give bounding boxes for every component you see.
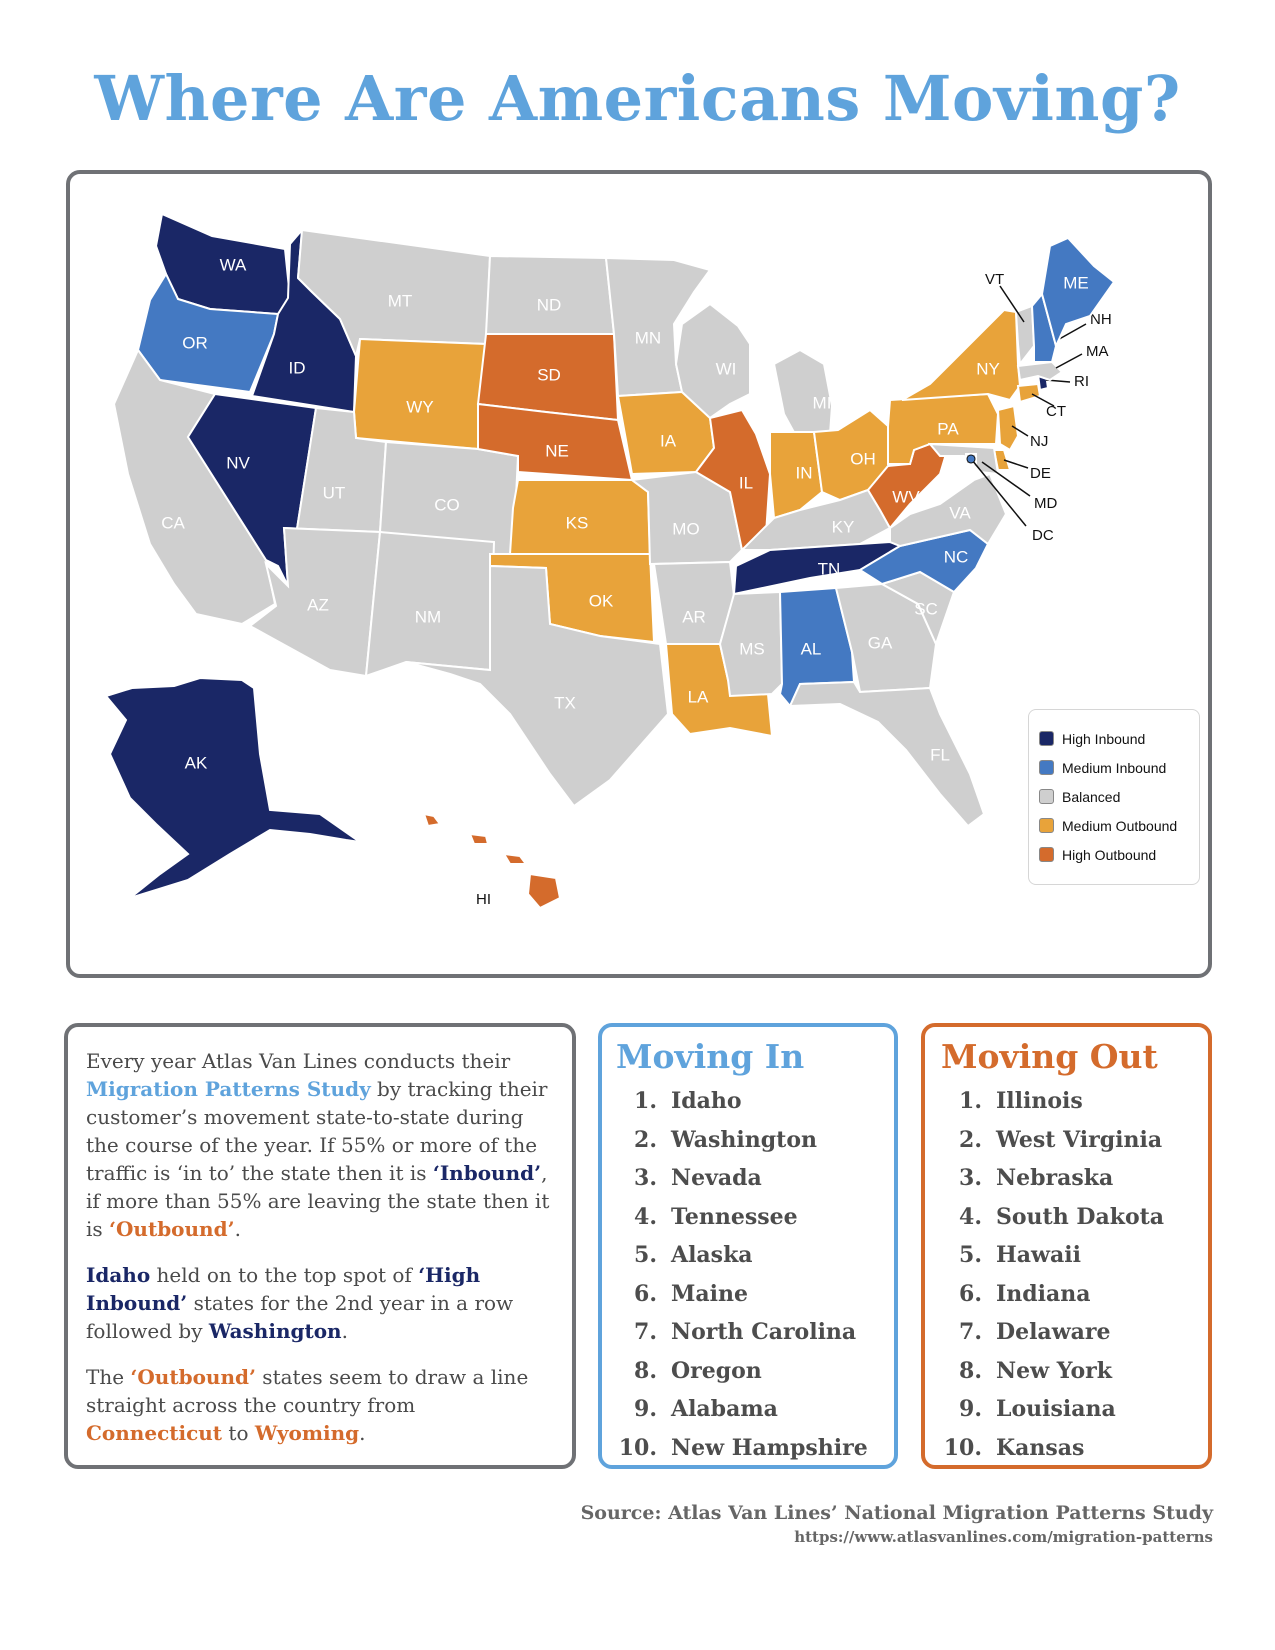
rank-number: 9. [634, 1396, 657, 1423]
state-name: Tennessee [671, 1203, 798, 1230]
state-label-ri: RI [1074, 372, 1089, 390]
state-label-ne: NE [545, 441, 569, 461]
list-item [941, 1313, 1198, 1352]
intro-paragraph-1: Every year Atlas Van Lines conducts their Migration Patterns Study by tracking their customer’s movement state-to-state during the course of the year. If 55% or more of the traffic is ‘in to’ the state then it is ‘Inbound’, if more than 55% are leaving the state then it is ‘Outbound’. [86, 1049, 550, 1241]
state-label-nv: NV [226, 453, 250, 473]
state-label-hi: HI [476, 890, 491, 908]
legend-swatch [1039, 818, 1054, 833]
legend-swatch [1039, 760, 1054, 775]
list-item [941, 1390, 1198, 1429]
page-title: Where Are Americans Moving? [94, 62, 1181, 135]
rank-number: 1. [634, 1088, 657, 1115]
state-label-va: VA [949, 503, 971, 523]
list-item [616, 1082, 884, 1121]
legend-label: High Inbound [1062, 730, 1146, 747]
state-label-me: ME [1063, 273, 1089, 293]
legend-swatch [1039, 789, 1054, 804]
state-label-ks: KS [565, 513, 589, 533]
inbound-term: ‘Inbound’ [432, 1161, 542, 1185]
state-ak [106, 678, 360, 898]
rank-number: 10. [618, 1434, 657, 1461]
state-label-tn: TN [817, 559, 841, 579]
state-label-id: ID [288, 358, 306, 378]
state-label-sc: SC [914, 599, 938, 619]
state-name: Louisiana [996, 1396, 1116, 1423]
state-label-in: IN [795, 463, 813, 483]
state-wy [354, 339, 486, 449]
rank-number: 7. [959, 1319, 982, 1346]
state-name: Alabama [671, 1396, 778, 1423]
state-name: South Dakota [996, 1203, 1165, 1230]
moving-in-title: Moving In [616, 1037, 805, 1076]
state-label-ia: IA [659, 431, 677, 451]
legend-item-medium-inbound [1039, 753, 1199, 782]
dc-marker [967, 455, 975, 463]
state-ny [902, 310, 1020, 400]
state-label-ny: NY [976, 359, 1000, 379]
rank-number: 8. [959, 1357, 982, 1384]
state-name: Indiana [996, 1280, 1091, 1307]
rank-number: 4. [634, 1203, 657, 1230]
state-ct [1018, 384, 1040, 402]
list-item [941, 1198, 1198, 1237]
rank-number: 4. [959, 1203, 982, 1230]
state-label-tx: TX [554, 693, 576, 713]
state-label-mi: MI [812, 393, 832, 413]
state-label-ky: KY [831, 517, 855, 537]
legend-label: High Outbound [1062, 846, 1157, 863]
legend-label: Medium Inbound [1062, 759, 1167, 776]
state-name: Maine [671, 1280, 748, 1307]
moving-out-title: Moving Out [941, 1037, 1158, 1076]
state-label-vt: VT [985, 270, 1005, 288]
state-label-nc: NC [943, 547, 969, 567]
legend-item-high-outbound [1039, 840, 1199, 869]
state-label-or: OR [182, 333, 208, 353]
state-label-sd: SD [537, 365, 561, 385]
state-label-al: AL [800, 639, 822, 659]
rank-number: 7. [634, 1319, 657, 1346]
state-label-de: DE [1030, 464, 1051, 482]
state-label-ct: CT [1046, 402, 1066, 420]
state-hi [424, 814, 440, 826]
state-name: West Virginia [996, 1126, 1163, 1153]
state-nm [366, 532, 494, 676]
moving-in-list [616, 1082, 884, 1467]
intro-paragraph-2: Idaho held on to the top spot of ‘High Inbound’ states for the 2nd year in a row followed by Washington. [86, 1263, 514, 1343]
state-label-nd: ND [536, 295, 562, 315]
state-label-fl: FL [930, 745, 950, 765]
state-label-mt: MT [387, 291, 413, 311]
legend-swatch [1039, 847, 1054, 862]
rank-number: 5. [959, 1242, 982, 1269]
study-name: Migration Patterns Study [86, 1077, 371, 1101]
state-label-ut: UT [322, 483, 346, 503]
state-label-ma: MA [1086, 342, 1109, 360]
state-name: Oregon [671, 1357, 762, 1384]
state-label-ok: OK [588, 591, 614, 611]
rank-number: 2. [634, 1126, 657, 1153]
legend-item-balanced [1039, 782, 1199, 811]
leader-line [1056, 354, 1082, 368]
source-citation [581, 1500, 1213, 1548]
rank-number: 6. [634, 1280, 657, 1307]
state-name: Delaware [996, 1319, 1111, 1346]
list-item [616, 1275, 884, 1314]
list-item [941, 1121, 1198, 1160]
state-name: Hawaii [996, 1242, 1081, 1269]
state-hi [470, 834, 488, 844]
list-item [941, 1082, 1198, 1121]
rank-number: 9. [959, 1396, 982, 1423]
rank-number: 3. [634, 1165, 657, 1192]
state-label-nj: NJ [1030, 432, 1049, 450]
rank-number: 10. [943, 1434, 982, 1461]
legend-item-medium-outbound [1039, 811, 1199, 840]
list-item [941, 1352, 1198, 1391]
state-label-md: MD [1034, 494, 1058, 512]
state-name: North Carolina [671, 1319, 857, 1346]
list-item [616, 1236, 884, 1275]
list-item [941, 1159, 1198, 1198]
rank-number: 8. [634, 1357, 657, 1384]
state-label-co: CO [434, 495, 460, 515]
list-item [616, 1121, 884, 1160]
state-label-oh: OH [850, 449, 876, 469]
legend-label: Medium Outbound [1062, 817, 1178, 834]
list-item [616, 1313, 884, 1352]
rank-number: 3. [959, 1165, 982, 1192]
intro-box [64, 1023, 576, 1469]
outbound-term: ‘Outbound’ [109, 1217, 235, 1241]
list-item [941, 1236, 1198, 1275]
state-name: Kansas [996, 1434, 1085, 1461]
state-label-wv: WV [892, 487, 920, 507]
state-name: New Hampshire [671, 1434, 868, 1461]
state-hi [528, 874, 560, 908]
state-ar [654, 562, 734, 644]
state-ma [1018, 362, 1062, 380]
rank-number: 5. [634, 1242, 657, 1269]
migration-map [66, 170, 1212, 978]
legend-swatch [1039, 731, 1054, 746]
state-label-il: IL [738, 473, 754, 493]
state-label-ga: GA [867, 633, 893, 653]
state-label-ak: AK [184, 753, 208, 773]
rank-number: 1. [959, 1088, 982, 1115]
map-legend [1028, 709, 1200, 885]
state-label-dc: DC [1032, 526, 1054, 544]
state-name: Nevada [671, 1165, 762, 1192]
state-label-la: LA [687, 687, 709, 707]
state-fl [790, 682, 984, 826]
state-label-mo: MO [672, 519, 700, 539]
state-label-wa: WA [219, 255, 247, 275]
state-hi [504, 854, 526, 864]
state-label-ca: CA [161, 513, 185, 533]
state-name: Nebraska [996, 1165, 1114, 1192]
rank-number: 2. [959, 1126, 982, 1153]
state-name: Washington [671, 1126, 817, 1153]
moving-in-box [598, 1023, 898, 1469]
rank-number: 6. [959, 1280, 982, 1307]
legend-label: Balanced [1062, 788, 1121, 805]
source-url: https://www.atlasvanlines.com/migration-patterns [794, 1528, 1213, 1546]
list-item [941, 1429, 1198, 1468]
state-label-pa: PA [937, 419, 959, 439]
state-name: New York [996, 1357, 1113, 1384]
state-name: Idaho [671, 1088, 742, 1115]
legend-item-high-inbound [1039, 724, 1199, 753]
list-item [616, 1390, 884, 1429]
state-label-az: AZ [307, 595, 329, 615]
state-label-nh: NH [1090, 310, 1112, 328]
intro-paragraph-3: The ‘Outbound’ states seem to draw a line straight across the country from Connecticut to Wyoming. [86, 1365, 529, 1445]
state-label-mn: MN [634, 328, 662, 348]
list-item [941, 1275, 1198, 1314]
list-item [616, 1198, 884, 1237]
source-line: Source: Atlas Van Lines’ National Migration Patterns Study [580, 1502, 1213, 1524]
state-label-nm: NM [414, 607, 442, 627]
moving-out-list [941, 1082, 1198, 1467]
state-label-wy: WY [406, 397, 434, 417]
state-label-ar: AR [682, 607, 706, 627]
list-item [616, 1429, 884, 1468]
state-label-wi: WI [715, 359, 737, 379]
list-item [616, 1159, 884, 1198]
state-name: Alaska [671, 1242, 753, 1269]
list-item [616, 1352, 884, 1391]
state-name: Illinois [996, 1088, 1083, 1115]
moving-out-box [921, 1023, 1212, 1469]
state-label-ms: MS [739, 639, 765, 659]
